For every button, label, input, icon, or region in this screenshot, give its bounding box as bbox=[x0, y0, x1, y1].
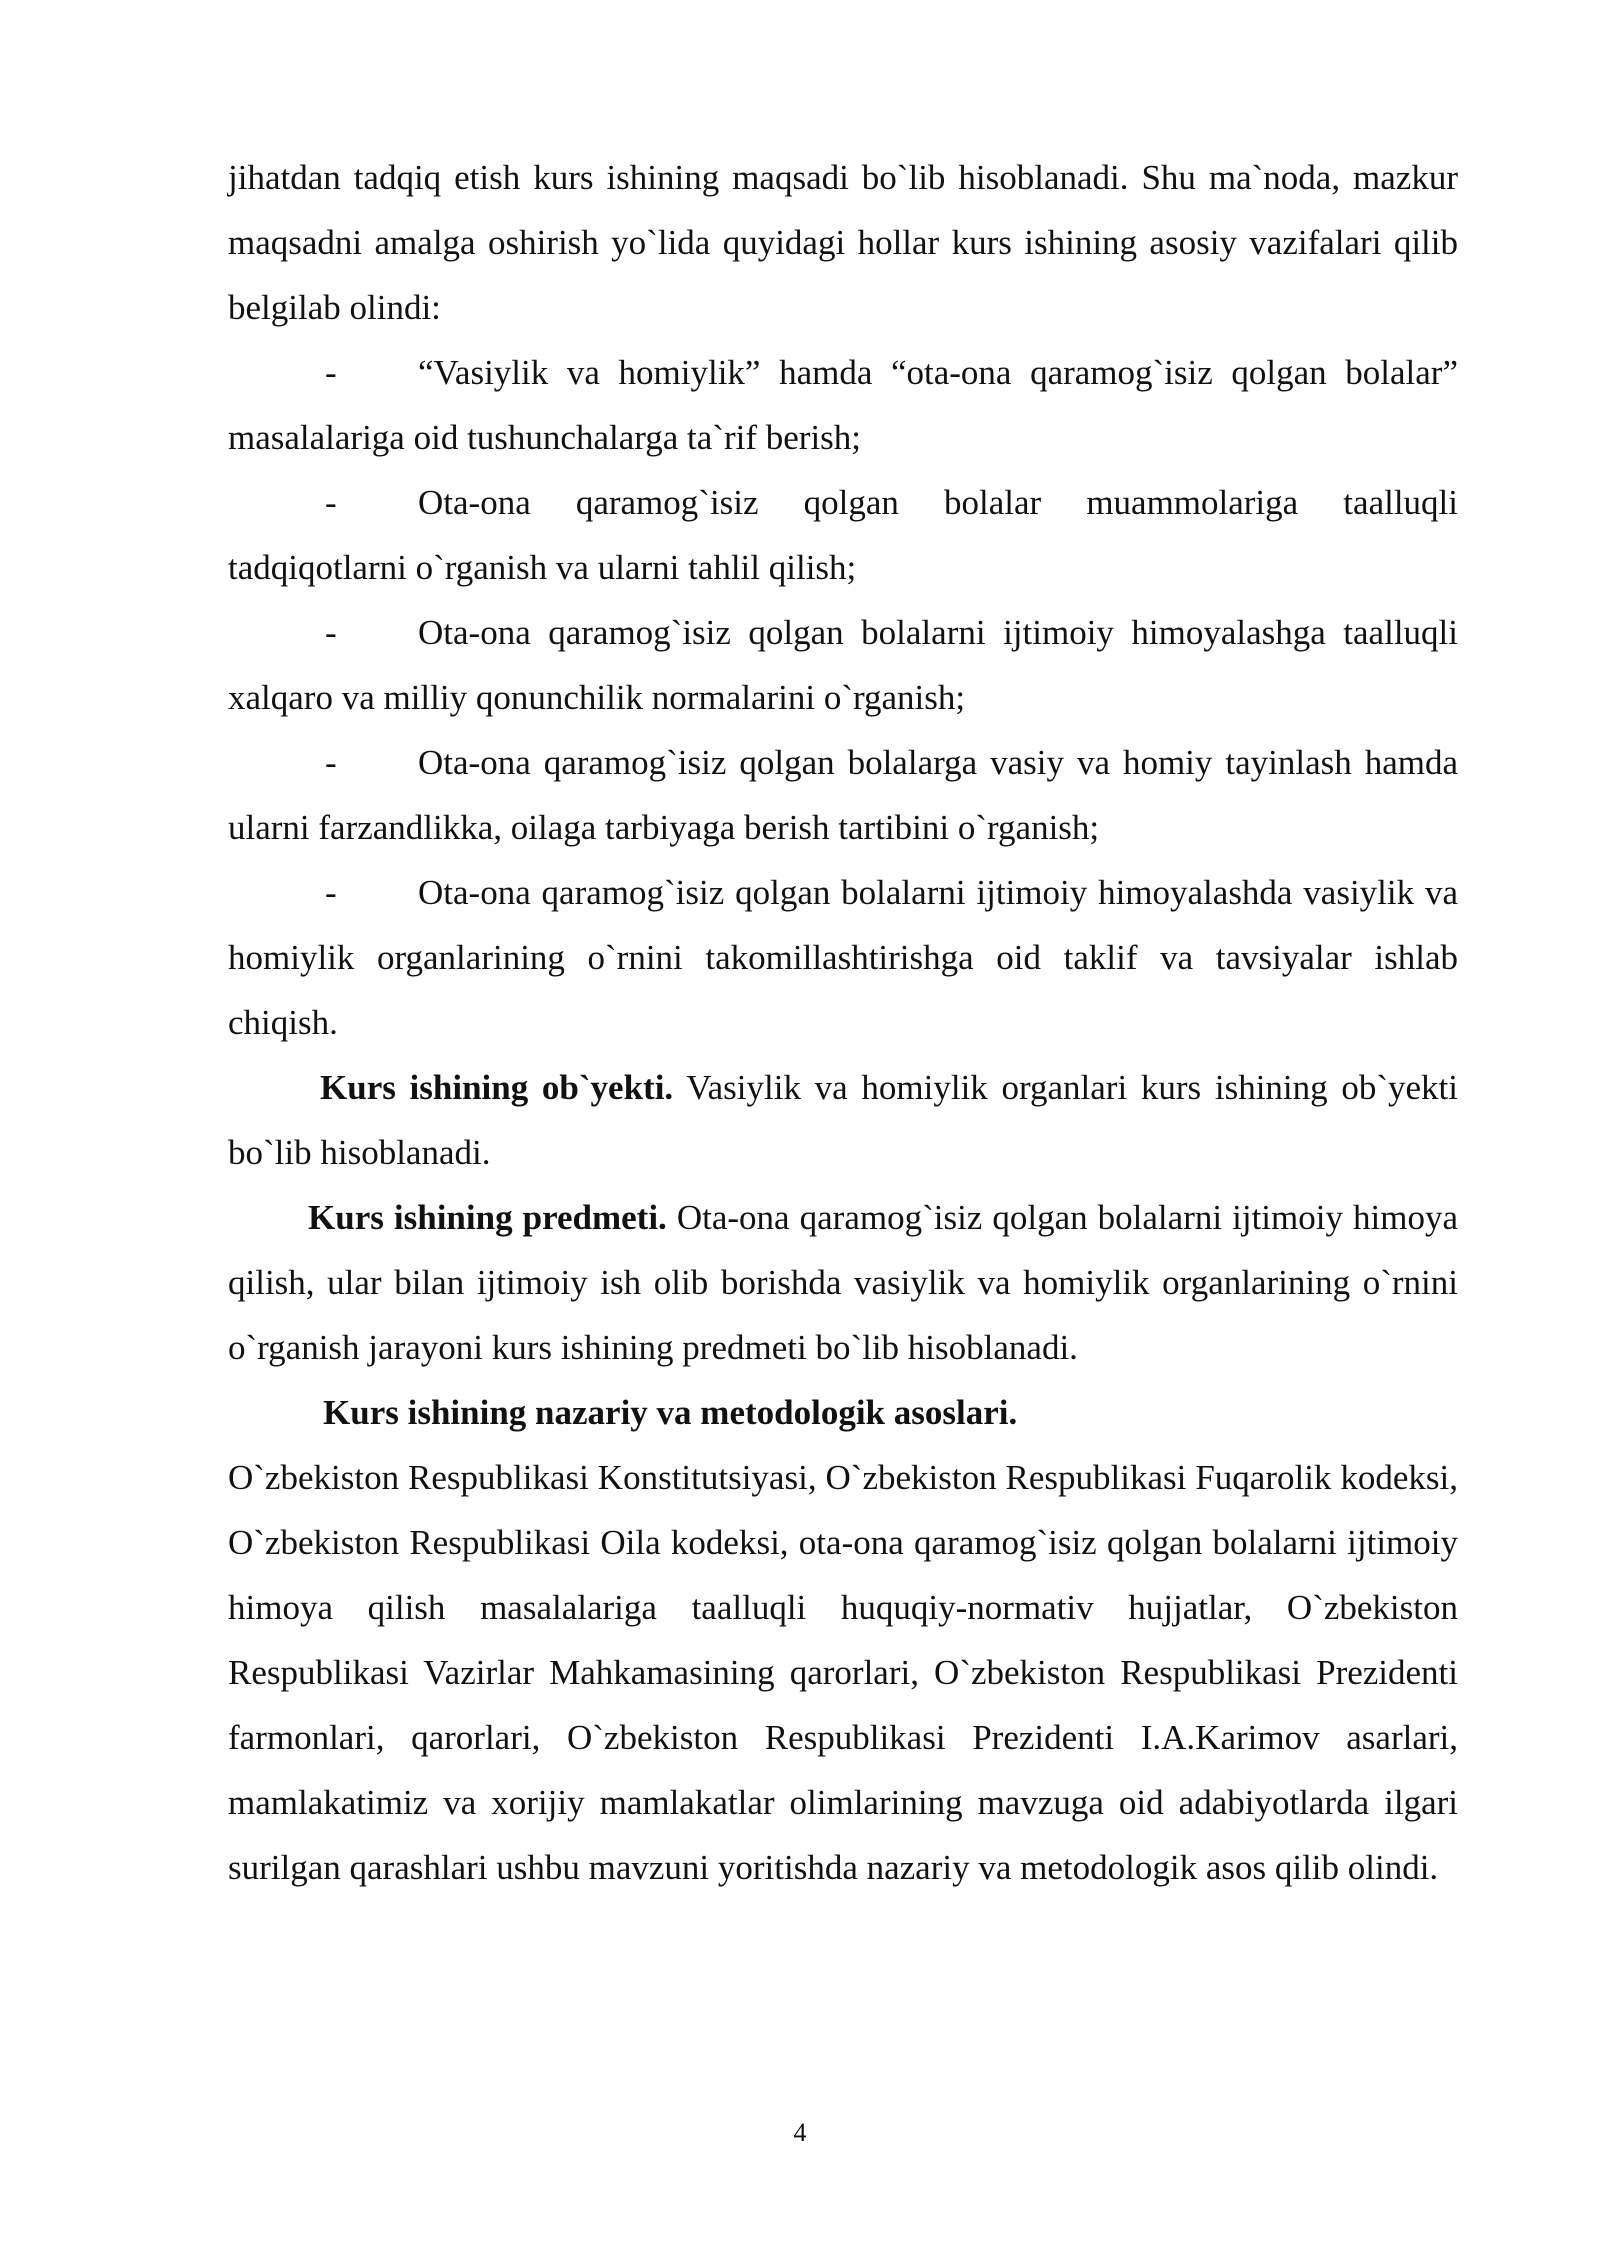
task-item-3 bbox=[228, 600, 1458, 730]
subject-text: Ota-ona qaramog`isiz qolgan bolalarni ijtimoiy himoya qilish, ular bilan ijtimoiy ish olib borishda vasiylik va homiylik organlarining o`rnini o`rganish jarayoni kurs ishining predmeti bo`lib hisoblanadi. bbox=[228, 1198, 1458, 1367]
document-page bbox=[228, 145, 1458, 1900]
task-item-1 bbox=[228, 340, 1458, 470]
foundations-heading: Kurs ishining nazariy va metodologik asoslari. bbox=[323, 1393, 1018, 1432]
task-text: Ota-ona qaramog`isiz qolgan bolalarni ijtimoiy himoyalashda vasiylik va homiylik organlarining o`rnini takomillashtirishga oid taklif va tavsiyalar ishlab chiqish. bbox=[228, 873, 1458, 1042]
bullet-marker: - bbox=[325, 613, 337, 652]
object-text: Vasiylik va homiylik organlari kurs ishining ob`yekti bo`lib hisoblanadi. bbox=[228, 1068, 1458, 1172]
subject-label: Kurs ishining predmeti. bbox=[308, 1198, 667, 1237]
task-item-5 bbox=[228, 860, 1458, 1055]
task-text: Ota-ona qaramog`isiz qolgan bolalar muammolariga taalluqli tadqiqotlarni o`rganish va ularni tahlil qilish; bbox=[228, 483, 1458, 587]
page-number: 4 bbox=[793, 2118, 807, 2147]
object-label: Kurs ishining ob`yekti. bbox=[320, 1068, 674, 1107]
bullet-marker: - bbox=[325, 873, 337, 912]
subject-paragraph bbox=[228, 1185, 1458, 1380]
task-item-2 bbox=[228, 470, 1458, 600]
task-text: Ota-ona qaramog`isiz qolgan bolalarga vasiy va homiy tayinlash hamda ularni farzandlikka, oilaga tarbiyaga berish tartibini o`rganish; bbox=[228, 743, 1458, 847]
object-paragraph bbox=[228, 1055, 1458, 1185]
bullet-marker: - bbox=[325, 353, 337, 392]
intro-paragraph: jihatdan tadqiq etish kurs ishining maqsadi bo`lib hisoblanadi. Shu ma`noda, mazkur maqsadni amalga oshirish yo`lida quyidagi hollar kurs ishining asosiy vazifalari qilib belgilab olindi: bbox=[228, 158, 1458, 327]
task-text: Ota-ona qaramog`isiz qolgan bolalarni ijtimoiy himoyalashga taalluqli xalqaro va milliy qonunchilik normalarini o`rganish; bbox=[228, 613, 1458, 717]
bullet-marker: - bbox=[325, 483, 337, 522]
foundations-paragraph: O`zbekiston Respublikasi Konstitutsiyasi, O`zbekiston Respublikasi Fuqarolik kodeksi, O`zbekiston Respublikasi Oila kodeksi, ota-ona qaramog`isiz qolgan bolalarni ijtimoiy himoya qilish masalalariga taalluqli huquqiy-normativ hujjatlar, O`zbekiston Respublikasi Vazirlar Mahkamasining qarorlari, O`zbekiston Respublikasi Prezidenti farmonlari, qarorlari, O`zbekiston Respublikasi Prezidenti I.A.Karimov asarlari, mamlakatimiz va xorijiy mamlakatlar olimlarining mavzuga oid adabiyotlarda ilgari surilgan qarashlari ushbu mavzuni yoritishda nazariy va metodologik asos qilib olindi. bbox=[228, 1458, 1458, 1887]
task-text: “Vasiylik va homiylik” hamda “ota-ona qaramog`isiz qolgan bolalar” masalalariga oid tushunchalarga ta`rif berish; bbox=[228, 353, 1458, 457]
task-item-4 bbox=[228, 730, 1458, 860]
bullet-marker: - bbox=[325, 743, 337, 782]
